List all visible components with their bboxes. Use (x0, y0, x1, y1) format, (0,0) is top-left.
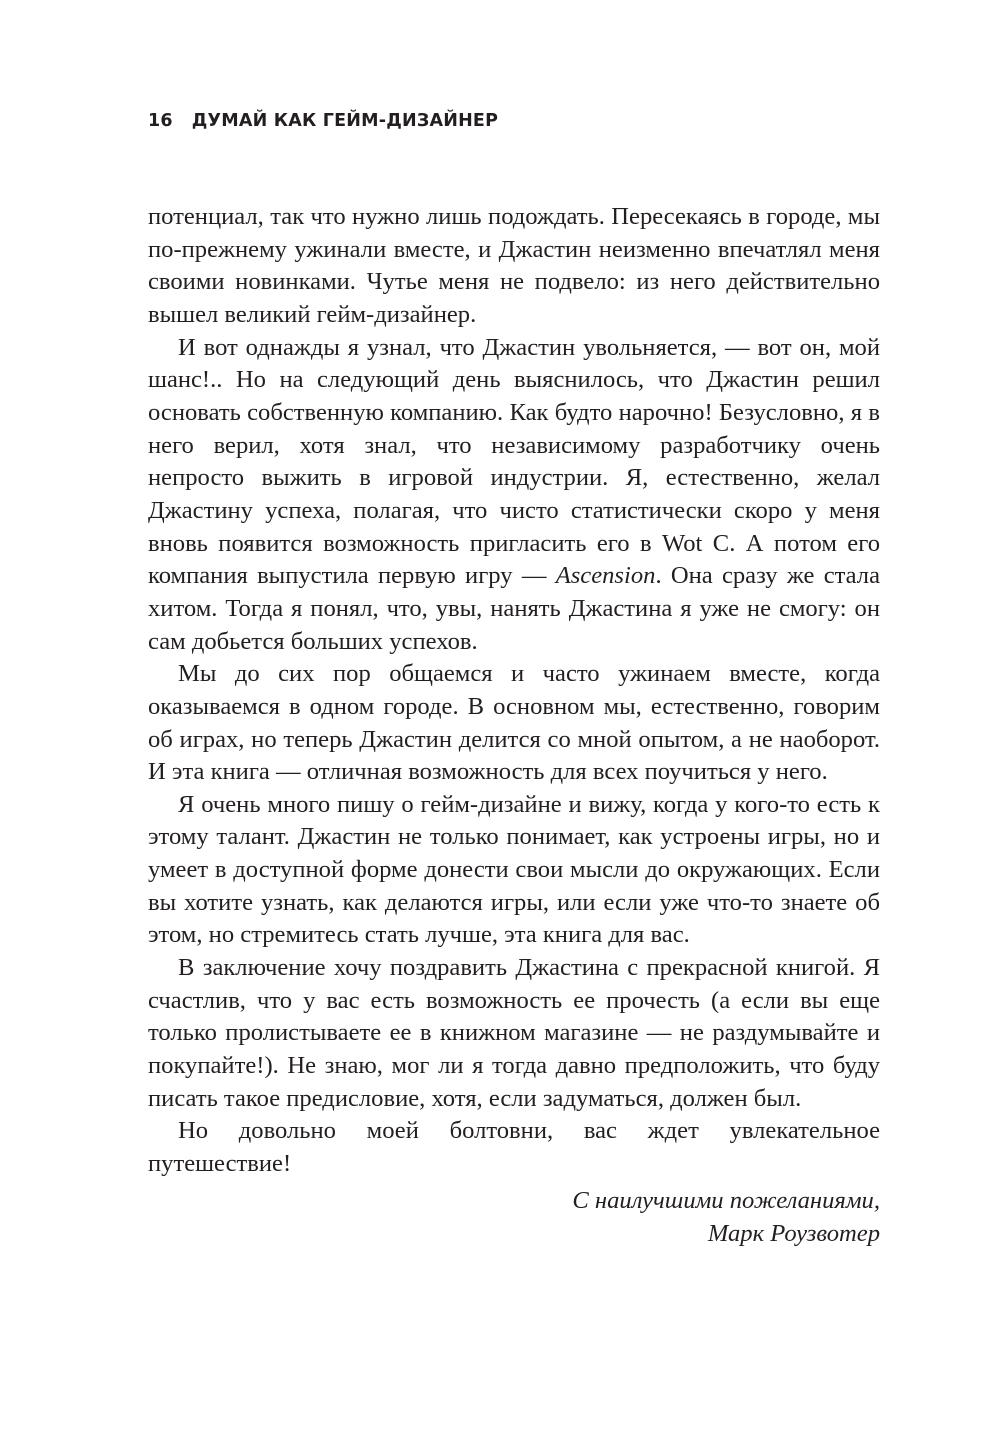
paragraph-2-text-b: . Она сразу же стала хитом. Тогда я понял, что, увы, нанять Джастина я уже не смогу: он сам добьется больших успехов. (148, 562, 880, 655)
paragraph-4: Я очень много пишу о гейм-дизайне и вижу, когда у кого-то есть к этому талант. Джастин не только понимает, как устроены игры, но и умеет в доступной форме донести свои мысли до окружающих. Если вы хотите узнать, как делаются игры, или если уже что-то знаете об этом, но стремитесь стать лучше, эта книга для вас. (148, 790, 880, 949)
book-title: ДУМАЙ КАК ГЕЙМ-ДИЗАЙНЕР (191, 111, 499, 131)
page-number: 16 (148, 111, 173, 131)
paragraph-2 (148, 332, 880, 659)
signature-closing: С наилучшими пожеланиями, (572, 1187, 880, 1214)
paragraph-6: Но довольно моей болтовни, вас ждет увлекательное путешествие! (148, 1117, 880, 1178)
body-text (148, 201, 880, 1181)
paragraph-1: потенциал, так что нужно лишь подождать. Пересекаясь в городе, мы по-прежнему ужинали вместе, и Джастин неизменно впечатлял меня своими новинками. Чутье меня не подвело: из него действительно вышел великий гейм-дизайнер. (148, 203, 880, 328)
paragraph-5: В заключение хочу поздравить Джастина с прекрасной книгой. Я счастлив, что у вас есть возможность ее прочесть (а если вы еще только пролистываете ее в книжном магазине — не раздумывайте и покупайте!). Не знаю, мог ли я тогда давно предположить, что буду писать такое предисловие, хотя, если задуматься, должен был. (148, 954, 880, 1112)
signature-block (572, 1184, 880, 1250)
signature-author: Марк Роузвотер (707, 1220, 880, 1247)
paragraph-3: Мы до сих пор общаемся и часто ужинаем вместе, когда оказываемся в одном городе. В основном мы, естественно, говорим об играх, но теперь Джастин делится со мной опытом, а не наоборот. И эта книга — отличная возможность для всех поучиться у него. (148, 660, 880, 786)
running-head (148, 111, 498, 131)
game-title-ascension: Ascension (555, 562, 656, 590)
paragraph-2-text-a: И вот однажды я узнал, что Джастин увольняется, — вот он, мой шанс!.. Но на следующий день выяснилось, что Джастин решил основать собственную компанию. Как будто нарочно! Безусловно, я в него верил, хотя знал, что независимому разработчику очень непросто выжить в игровой индустрии. Я, естественно, желал Джастину успеха, полагая, что чисто статистически скоро у меня вновь появится возможность пригласить его в Wot C. А потом его компания выпустила первую игру — (148, 333, 880, 590)
